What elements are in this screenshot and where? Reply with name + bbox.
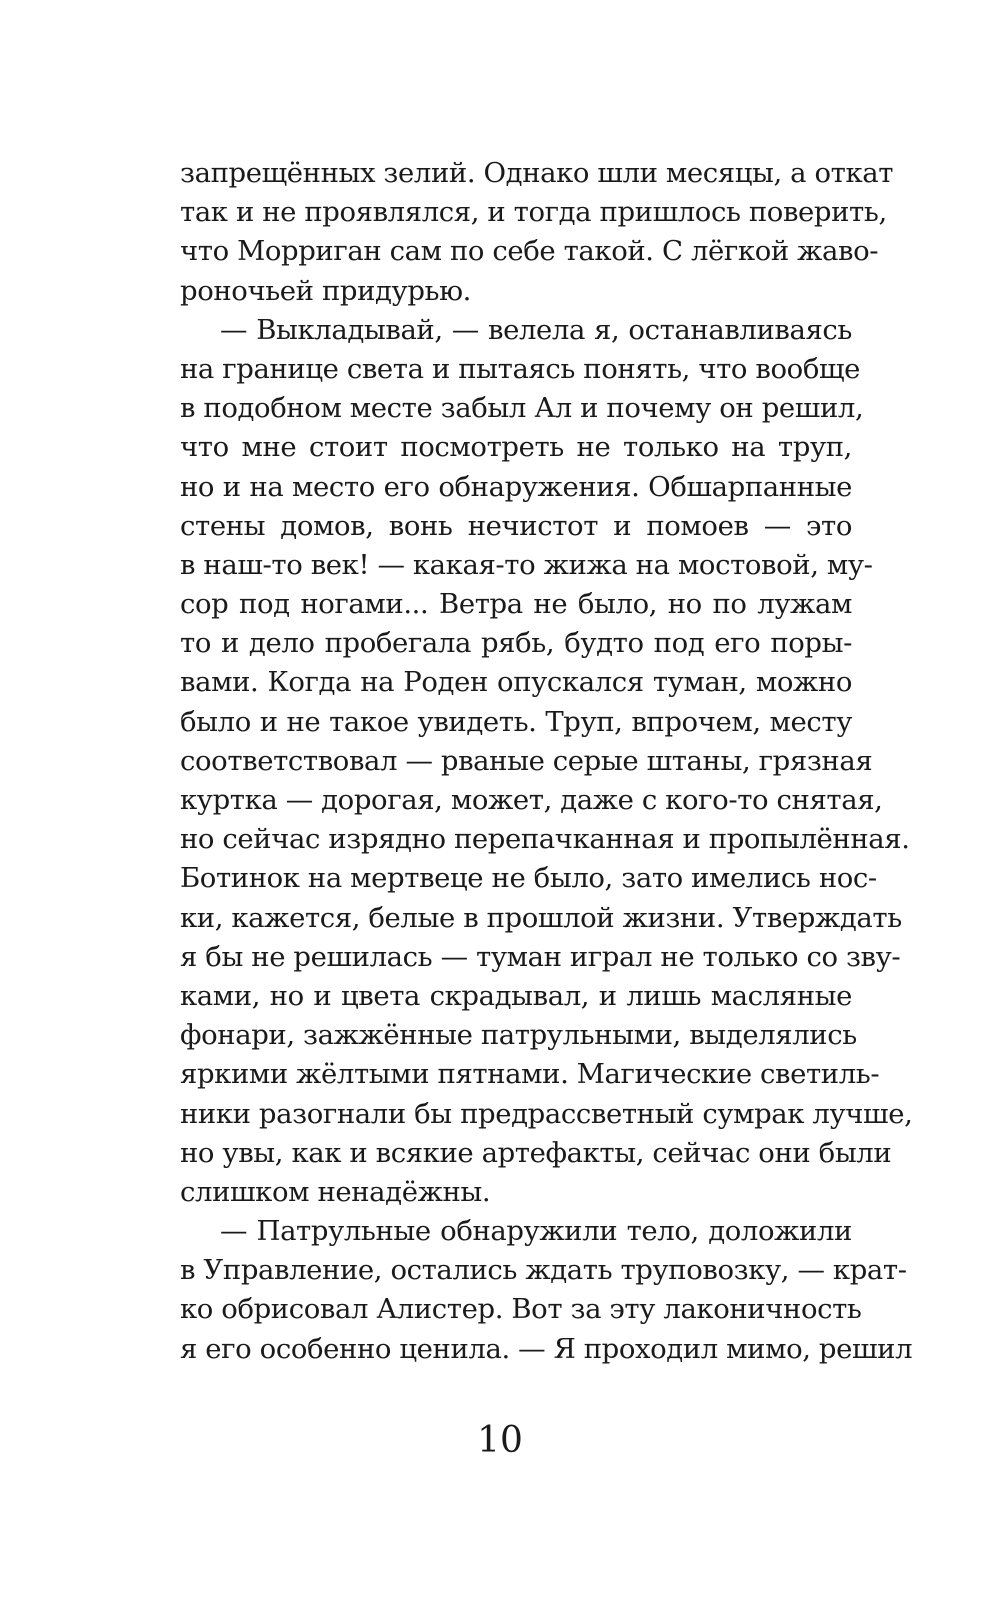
text-line: вами. Когда на Роден опускался туман, можно bbox=[180, 666, 852, 699]
text-line: было и не такое увидеть. Труп, впрочем, месту bbox=[180, 705, 852, 738]
text-line: на границе света и пытаясь понять, что вообще bbox=[180, 352, 861, 385]
text-line: соответствовал — рваные серые штаны, грязная bbox=[180, 744, 873, 777]
text-line: ками, но и цвета скрадывал, и лишь масляные bbox=[180, 979, 852, 1012]
text-line: ники разогнали бы предрассветный сумрак лучше, bbox=[180, 1097, 913, 1130]
text-line: но сейчас изрядно перепачканная и пропылённая. bbox=[180, 823, 910, 856]
text-line: так и не проявлялся, и тогда пришлось поверить, bbox=[180, 196, 887, 229]
text-line: сор под ногами... Ветра не было, но по лужам bbox=[180, 588, 852, 621]
text-line: что мне стоит посмотреть не только на труп, bbox=[180, 431, 852, 464]
page-number: 10 bbox=[477, 1420, 523, 1461]
text-line: стены домов, вонь нечистот и помоев — это bbox=[180, 509, 852, 542]
text-line: яркими жёлтыми пятнами. Магические светиль- bbox=[180, 1058, 880, 1091]
text-line: ко обрисовал Алистер. Вот за эту лаконичность bbox=[180, 1293, 862, 1326]
text-line: роночьей придурью. bbox=[180, 274, 471, 307]
text-line: Ботинок на мертвеце не было, зато имелись нос- bbox=[180, 862, 877, 895]
text-line: запрещённых зелий. Однако шли месяцы, а откат bbox=[180, 157, 894, 189]
text-line: слишком ненадёжны. bbox=[180, 1175, 491, 1208]
text-line: в подобном месте забыл Ал и почему он решил, bbox=[180, 392, 864, 425]
text-line: я его особенно ценила. — Я проходил мимо, решил bbox=[180, 1332, 913, 1365]
text-line: я бы не решилась — туман играл не только со зву- bbox=[180, 940, 901, 973]
text-line: но и на место его обнаружения. Обшарпанные bbox=[180, 470, 852, 503]
text-line: фонари, зажжённые патрульными, выделялись bbox=[180, 1019, 857, 1052]
text-line: — Выкладывай, — велела я, останавливаясь bbox=[220, 313, 852, 346]
text-line: то и дело пробегала рябь, будто под его поры- bbox=[180, 627, 852, 660]
text-line: в Управление, остались ждать труповозку, — крат- bbox=[180, 1254, 907, 1287]
body-text bbox=[180, 154, 913, 1369]
text-line: но увы, как и всякие артефакты, сейчас они были bbox=[180, 1136, 892, 1169]
text-line: куртка — дорогая, может, даже с кого-то снятая, bbox=[180, 784, 883, 816]
text-line: что Морриган сам по себе такой. С лёгкой жаво- bbox=[180, 235, 879, 268]
text-line: ки, кажется, белые в прошлой жизни. Утверждать bbox=[180, 901, 902, 934]
text-line: в наш-то век! — какая-то жижа на мостовой, му- bbox=[180, 548, 873, 581]
text-line: — Патрульные обнаружили тело, доложили bbox=[220, 1215, 852, 1248]
